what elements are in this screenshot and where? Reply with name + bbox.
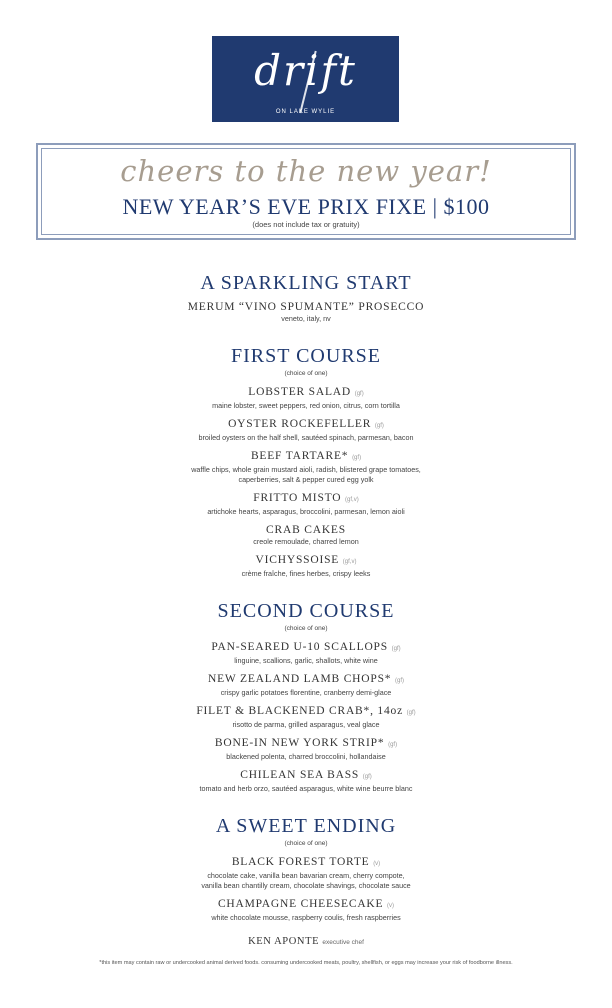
section-title: SECOND COURSE xyxy=(217,600,395,622)
menu-item-title xyxy=(0,855,612,871)
menu-item xyxy=(0,449,612,485)
dietary-tag: (gf) xyxy=(395,678,405,684)
menu-item-name: MERUM “VINO SPUMANTE” PROSECCO xyxy=(187,301,425,313)
menu-item-description: blackened polenta, charred broccolini, hollandaise xyxy=(226,752,386,761)
menu-item xyxy=(0,385,612,411)
menu-body xyxy=(0,270,612,942)
dietary-tag: (gf) xyxy=(354,391,364,397)
logo-wordmark: drift xyxy=(254,46,357,95)
menu-item-name: NEW ZEALAND LAMB CHOPS* xyxy=(207,673,392,685)
menu-item xyxy=(0,300,612,324)
script-greeting: cheers to the new year! xyxy=(120,154,492,188)
section-note: (choice of one) xyxy=(284,625,328,632)
menu-item-title xyxy=(0,491,612,507)
menu-item-name: FRITTO MISTO xyxy=(253,492,342,504)
menu-item xyxy=(0,640,612,666)
menu-item-title xyxy=(0,704,612,720)
menu-item-name: OYSTER ROCKEFELLER xyxy=(228,418,372,430)
menu-item-title xyxy=(0,300,612,314)
logo-subtitle: ON LAKE WYLIE xyxy=(275,109,336,115)
dietary-tag: (gf) xyxy=(362,774,372,780)
menu-item xyxy=(0,855,612,891)
chef-title: executive chef xyxy=(322,939,364,946)
menu-item-description: white chocolate mousse, raspberry coulis, fresh raspberries xyxy=(211,913,401,922)
menu-item-description: maine lobster, sweet peppers, red onion, citrus, corn tortilla xyxy=(212,401,400,410)
menu-item-name: CHAMPAGNE CHEESECAKE xyxy=(217,898,384,910)
menu-section xyxy=(0,813,612,923)
dietary-tag: (v) xyxy=(373,861,381,867)
section-note: (choice of one) xyxy=(284,370,328,377)
restaurant-logo xyxy=(212,36,399,122)
dietary-tag: (gf) xyxy=(406,710,416,716)
menu-item-description: vanilla bean chantilly cream, chocolate shavings, chocolate sauce xyxy=(201,881,411,890)
menu-item-name: FILET & BLACKENED CRAB*, 14oz xyxy=(196,705,403,717)
menu-item xyxy=(0,736,612,762)
menu-item-description: tomato and herb orzo, sautéed asparagus, white wine beurre blanc xyxy=(199,784,413,793)
menu-item xyxy=(0,417,612,443)
menu-item xyxy=(0,768,612,794)
menu-item-title xyxy=(0,768,612,784)
menu-item-title xyxy=(0,672,612,688)
dietary-tag: (gf) xyxy=(374,423,384,429)
menu-item-description: artichoke hearts, asparagus, broccolini, parmesan, lemon aioli xyxy=(207,507,405,516)
menu-item-description: broiled oysters on the half shell, sautéed spinach, parmesan, bacon xyxy=(198,433,414,442)
menu-item-description: chocolate cake, vanilla bean bavarian cream, cherry compote, xyxy=(207,871,405,880)
menu-item-description: veneto, italy, nv xyxy=(281,314,331,323)
menu-item xyxy=(0,897,612,923)
chef-name: KEN APONTE xyxy=(248,936,320,947)
dietary-tag: (gf) xyxy=(391,646,401,652)
menu-item-description: risotto de parma, grilled asparagus, veal glace xyxy=(232,720,380,729)
menu-item xyxy=(0,672,612,698)
menu-item xyxy=(0,704,612,730)
menu-item-description: crème fraîche, fines herbes, crispy leeks xyxy=(241,569,371,578)
dietary-tag: (v) xyxy=(387,903,395,909)
section-title: FIRST COURSE xyxy=(230,345,381,367)
menu-section xyxy=(0,270,612,324)
menu-item xyxy=(0,491,612,517)
section-title: A SPARKLING START xyxy=(200,272,412,294)
section-title: A SWEET ENDING xyxy=(215,815,397,837)
chef-credit xyxy=(0,936,612,947)
menu-item-title xyxy=(0,736,612,752)
menu-item-name: LOBSTER SALAD xyxy=(248,386,352,398)
menu-item-title xyxy=(0,449,612,465)
menu-item-name: PAN-SEARED U-10 SCALLOPS xyxy=(211,641,388,653)
menu-item xyxy=(0,523,612,547)
raw-food-footnote: *this item may contain raw or undercooked animal derived foods. consuming undercooked meats, poultry, shellfish, or eggs may increase your risk of foodborne illness. xyxy=(99,960,513,966)
menu-item-name: BLACK FOREST TORTE xyxy=(231,856,370,868)
prix-fixe-title: NEW YEAR’S EVE PRIX FIXE | $100 xyxy=(122,194,490,219)
menu-item-description: linguine, scallions, garlic, shallots, white wine xyxy=(234,656,378,665)
menu-item-title xyxy=(0,385,612,401)
menu-item-description: creole remoulade, charred lemon xyxy=(253,537,359,546)
menu-item-name: CHILEAN SEA BASS xyxy=(240,769,360,781)
menu-item-title xyxy=(0,523,612,537)
menu-item-description: waffle chips, whole grain mustard aioli, radish, blistered grape tomatoes, xyxy=(191,465,421,474)
menu-item-name: VICHYSSOISE xyxy=(255,554,340,566)
menu-item-title xyxy=(0,553,612,569)
menu-item-title xyxy=(0,640,612,656)
menu-section xyxy=(0,343,612,579)
menu-item-title xyxy=(0,417,612,433)
dietary-tag: (gf,v) xyxy=(345,497,359,503)
dietary-tag: (gf) xyxy=(388,742,398,748)
dietary-tag: (gf) xyxy=(352,455,362,461)
menu-item-name: BEEF TARTARE* xyxy=(250,450,349,462)
section-note: (choice of one) xyxy=(284,840,328,847)
menu-item-name: CRAB CAKES xyxy=(266,524,346,536)
menu-item-title xyxy=(0,897,612,913)
prix-fixe-note: (does not include tax or gratuity) xyxy=(252,220,360,229)
dietary-tag: (gf,v) xyxy=(342,559,357,565)
menu-section xyxy=(0,598,612,794)
menu-item-name: BONE-IN NEW YORK STRIP* xyxy=(214,737,385,749)
menu-item-description: caperberries, salt & pepper cured egg yolk xyxy=(238,475,374,484)
menu-item-description: crispy garlic potatoes florentine, cranberry demi-glace xyxy=(220,688,392,697)
menu-item xyxy=(0,553,612,579)
